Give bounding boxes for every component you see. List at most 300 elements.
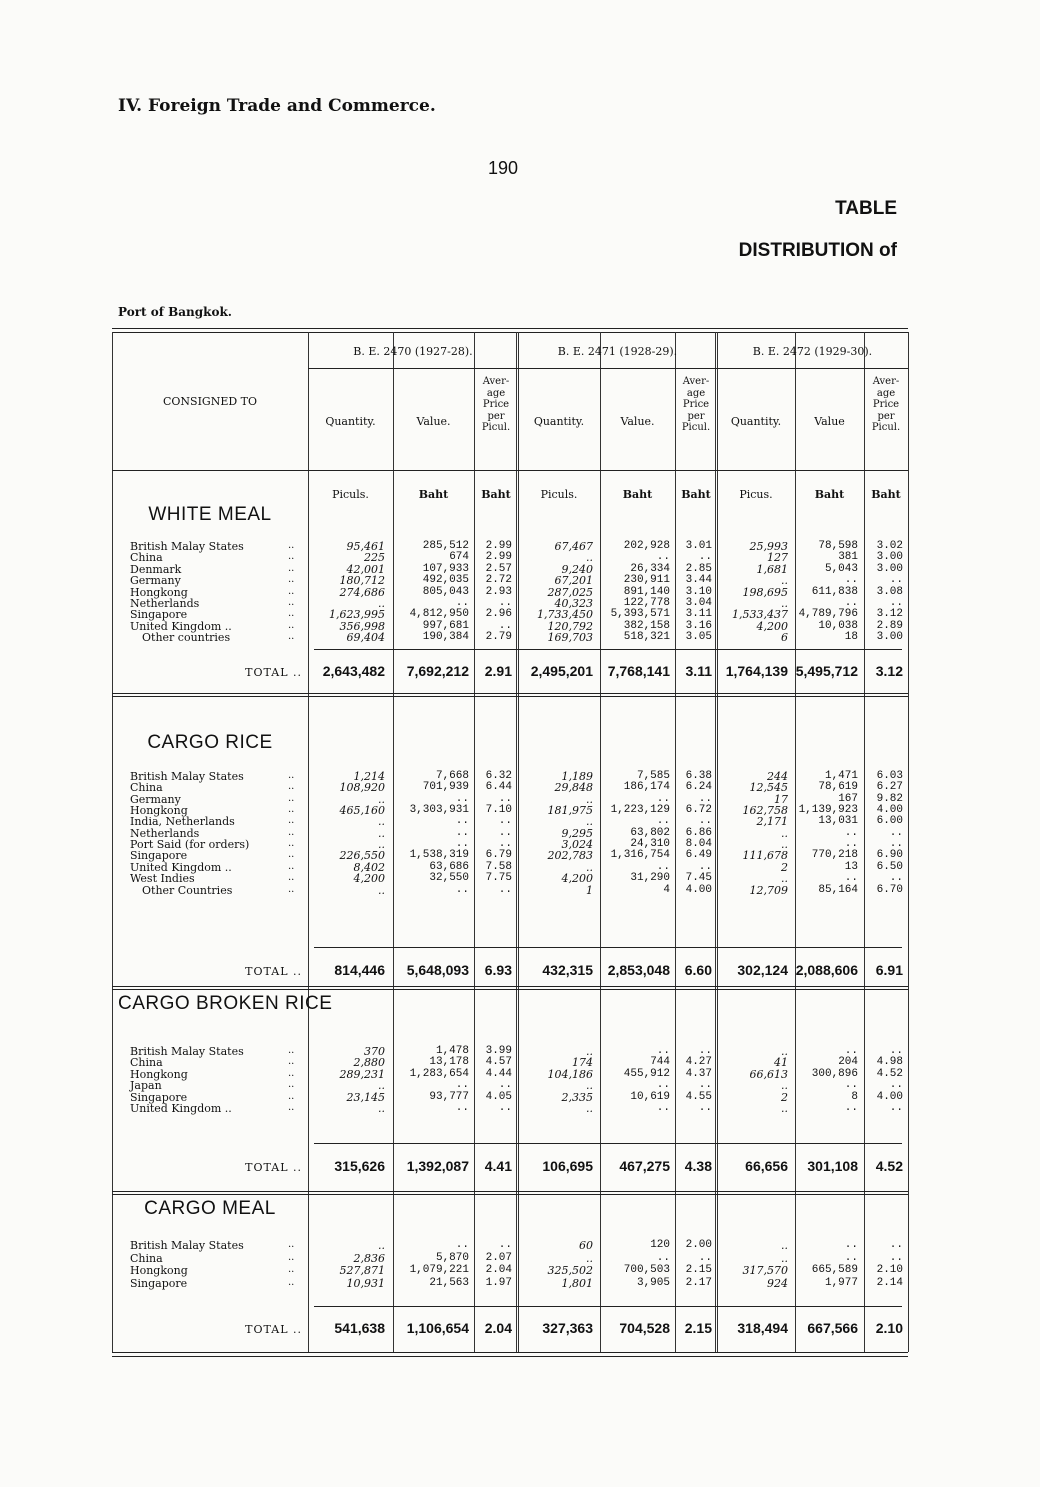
table-cell: ..: [498, 1079, 512, 1092]
table-cell: 382,158: [623, 619, 670, 632]
total-cell: 2.10: [875, 1320, 903, 1336]
column-rule: [308, 332, 309, 1352]
total-cell: 3.11: [685, 663, 712, 679]
column-header: Quantity.: [533, 415, 585, 428]
table-cell: 2.57: [485, 562, 512, 575]
table-cell: 6: [781, 631, 788, 645]
rule-line: [112, 1191, 908, 1192]
table-cell: ..: [455, 1102, 469, 1114]
total-cell: 541,638: [334, 1320, 385, 1336]
leader-dots: ..: [288, 574, 295, 586]
rule-line: [112, 332, 908, 333]
table-cell: 169,703: [547, 631, 593, 645]
leader-dots: ..: [288, 781, 295, 793]
leader-dots: ..: [288, 1045, 295, 1056]
row-label: Other Countries: [142, 883, 233, 897]
table-cell: ..: [498, 883, 512, 896]
total-cell: 7,768,141: [607, 663, 670, 679]
row-label: Hongkong: [130, 804, 188, 818]
table-cell: 111,678: [742, 849, 788, 863]
table-cell: 4,789,796: [798, 608, 858, 621]
total-cell: 2,643,482: [322, 663, 385, 679]
total-cell: 5,648,093: [406, 962, 469, 978]
table-heading: TABLE: [835, 198, 897, 219]
table-cell: 6.70: [876, 883, 903, 896]
table-cell: 7.75: [485, 872, 512, 885]
table-cell: 4.00: [876, 804, 903, 817]
table-cell: ..: [498, 826, 512, 839]
table-cell: 1,189: [561, 770, 593, 783]
total-cell: 6.91: [875, 962, 903, 978]
table-cell: ..: [378, 815, 385, 829]
total-cell: 2.15: [684, 1320, 712, 1336]
table-cell: 1: [586, 883, 593, 897]
table-cell: ..: [378, 597, 385, 610]
table-cell: 6.50: [876, 860, 903, 873]
table-cell: 518,321: [623, 631, 670, 644]
table-cell: 24,310: [630, 838, 670, 851]
table-cell: 4.44: [485, 1067, 512, 1080]
table-cell: 6.86: [685, 826, 712, 839]
leader-dots: ..: [288, 551, 295, 563]
column-header: Aver- age Price per Picul.: [681, 376, 711, 433]
row-label: British Malay States: [130, 770, 244, 783]
leader-dots: ..: [288, 804, 295, 816]
table-cell: 3.00: [876, 631, 903, 644]
row-label: Hongkong: [130, 1264, 188, 1277]
column-rule: [516, 332, 517, 1352]
rule-line: [112, 1352, 908, 1353]
leader-dots: ..: [288, 849, 295, 861]
total-cell: 704,528: [619, 1320, 670, 1336]
total-cell: 814,446: [334, 962, 385, 978]
table-cell: 3.01: [685, 540, 712, 552]
table-cell: 465,160: [339, 804, 385, 818]
table-cell: 1,801: [561, 1276, 593, 1290]
total-cell: 66,656: [745, 1158, 788, 1174]
table-cell: ..: [781, 597, 788, 610]
table-cell: ..: [889, 826, 903, 839]
total-label: TOTAL ..: [245, 666, 302, 679]
leader-dots: ..: [288, 1264, 295, 1275]
total-cell: 4.38: [684, 1158, 712, 1174]
table-cell: 1,223,129: [610, 804, 670, 817]
table-cell: 2,335: [561, 1090, 593, 1104]
table-cell: 6.72: [685, 804, 712, 817]
table-cell: ..: [498, 1239, 512, 1251]
column-header: Value: [814, 415, 845, 428]
table-cell: 6.32: [485, 770, 512, 782]
rule-line: [314, 1306, 902, 1307]
table-cell: 2.17: [685, 1276, 712, 1289]
row-label: British Malay States: [130, 1045, 244, 1058]
row-label: Singapore: [130, 608, 188, 622]
table-cell: 8: [851, 1090, 858, 1103]
leader-dots: ..: [288, 826, 295, 838]
table-cell: ..: [781, 1239, 788, 1252]
column-rule: [393, 332, 394, 1352]
table-cell: 7.58: [485, 860, 512, 873]
leader-dots: ..: [288, 1251, 295, 1263]
table-cell: 7.10: [485, 804, 512, 817]
distribution-heading: DISTRIBUTION of: [738, 240, 897, 261]
table-cell: ..: [889, 1239, 903, 1251]
table-cell: 162,758: [742, 804, 788, 818]
table-cell: 1,538,319: [409, 849, 469, 862]
table-cell: 1,316,754: [610, 849, 670, 862]
table-cell: 78,619: [818, 781, 858, 794]
table-cell: 66,613: [749, 1067, 788, 1081]
unit-header: Baht: [418, 488, 449, 501]
table-cell: 1,471: [824, 770, 858, 782]
consigned-to-header: CONSIGNED TO: [162, 395, 258, 408]
rule-line: [112, 696, 908, 697]
rule-line: [314, 649, 902, 650]
row-label: Netherlands: [130, 597, 200, 610]
table-cell: 2.15: [685, 1264, 712, 1276]
table-cell: 611,838: [811, 585, 858, 598]
table-cell: 6.79: [485, 849, 512, 862]
rule-line: [112, 1356, 908, 1357]
table-cell: 3.99: [485, 1045, 512, 1057]
table-cell: 204: [838, 1056, 858, 1069]
unit-header: Piculs.: [332, 488, 369, 501]
total-cell: 6.93: [484, 962, 512, 978]
row-label: United Kingdom ..: [130, 1102, 232, 1115]
table-cell: ..: [378, 792, 385, 806]
row-label: Singapore: [130, 1090, 188, 1104]
table-cell: 167: [838, 792, 858, 805]
table-cell: 60: [579, 1239, 593, 1252]
table-cell: 2.79: [485, 631, 512, 644]
table-cell: ..: [698, 860, 712, 873]
rule-line: [112, 693, 908, 694]
table-cell: ..: [781, 1079, 788, 1093]
table-cell: 12,545: [749, 781, 788, 795]
table-cell: ..: [498, 619, 512, 632]
rule-line: [314, 1143, 902, 1144]
table-cell: 1,533,437: [732, 608, 788, 622]
table-cell: 6.03: [876, 770, 903, 782]
table-cell: 287,025: [547, 585, 593, 599]
leader-dots: ..: [288, 540, 295, 551]
table-cell: ..: [698, 815, 712, 828]
table-cell: ..: [844, 838, 858, 851]
leader-dots: ..: [288, 770, 295, 781]
leader-dots: ..: [288, 792, 295, 804]
table-cell: 1,478: [435, 1045, 469, 1057]
leader-dots: ..: [288, 631, 295, 643]
table-cell: ..: [656, 1079, 670, 1092]
table-cell: ..: [844, 1251, 858, 1264]
table-cell: 12,709: [749, 883, 788, 897]
table-cell: 3.10: [685, 585, 712, 598]
table-cell: ..: [781, 826, 788, 840]
total-cell: 1,106,654: [406, 1320, 469, 1336]
table-cell: 1,283,654: [409, 1067, 469, 1080]
table-cell: ..: [586, 551, 593, 565]
table-cell: ..: [889, 1045, 903, 1057]
leader-dots: ..: [288, 608, 295, 620]
table-cell: ..: [844, 1102, 858, 1114]
table-cell: 492,035: [422, 574, 469, 587]
column-rule: [795, 332, 796, 1352]
rule-line: [308, 368, 908, 369]
table-cell: 4.05: [485, 1090, 512, 1103]
rule-line: [112, 1194, 908, 1195]
table-cell: 2: [781, 1090, 788, 1104]
year-header: B. E. 2471 (1928-29).: [557, 345, 678, 358]
column-rule: [715, 332, 716, 1352]
table-cell: 4.00: [685, 883, 712, 896]
table-cell: 3.00: [876, 551, 903, 564]
table-cell: 6.38: [685, 770, 712, 782]
table-cell: ..: [586, 1102, 593, 1115]
table-cell: 9,240: [561, 562, 593, 576]
section-heading: CARGO RICE: [147, 732, 273, 753]
total-label: TOTAL ..: [245, 965, 302, 978]
table-cell: 9.82: [876, 792, 903, 805]
table-cell: 2,836: [353, 1251, 385, 1265]
row-label: British Malay States: [130, 1239, 244, 1252]
table-cell: ..: [586, 1251, 593, 1265]
table-cell: ..: [844, 826, 858, 839]
table-cell: 6.49: [685, 849, 712, 862]
table-cell: 455,912: [623, 1067, 670, 1080]
table-cell: 527,871: [339, 1264, 385, 1277]
table-cell: 85,164: [818, 883, 858, 896]
table-cell: 107,933: [422, 562, 469, 575]
table-cell: ..: [586, 860, 593, 874]
leader-dots: ..: [288, 860, 295, 872]
total-cell: 2.04: [484, 1320, 512, 1336]
table-cell: ..: [586, 815, 593, 829]
column-rule: [600, 332, 601, 1352]
table-cell: 3.12: [876, 608, 903, 621]
table-cell: 10,619: [630, 1090, 670, 1103]
rule-line: [112, 328, 908, 329]
table-cell: 289,231: [339, 1067, 385, 1081]
table-cell: 5,043: [824, 562, 858, 575]
table-cell: 230,911: [623, 574, 670, 587]
row-label: Hongkong: [130, 1067, 188, 1081]
column-header: Quantity.: [730, 415, 782, 428]
column-rule: [675, 332, 676, 1352]
table-cell: ..: [698, 792, 712, 805]
leader-dots: ..: [288, 1276, 295, 1288]
table-cell: 805,043: [422, 585, 469, 598]
table-cell: 3,905: [636, 1276, 670, 1289]
total-cell: 327,363: [542, 1320, 593, 1336]
row-label: China: [130, 1056, 163, 1070]
table-cell: ..: [455, 597, 469, 609]
table-cell: ..: [498, 1102, 512, 1114]
table-cell: 7,585: [636, 770, 670, 782]
total-cell: 302,124: [737, 962, 788, 978]
row-label: China: [130, 551, 163, 565]
table-cell: 285,512: [422, 540, 469, 552]
table-cell: ..: [889, 1102, 903, 1114]
table-cell: 3.44: [685, 574, 712, 587]
section-title: IV. Foreign Trade and Commerce.: [118, 96, 436, 116]
table-cell: 370: [364, 1045, 385, 1058]
leader-dots: ..: [288, 1090, 295, 1102]
table-cell: 4.57: [485, 1056, 512, 1069]
table-cell: 174: [572, 1056, 593, 1070]
table-cell: 1,977: [824, 1276, 858, 1289]
table-cell: 225: [364, 551, 385, 565]
table-cell: ..: [889, 1251, 903, 1264]
total-cell: 4.52: [875, 1158, 903, 1174]
table-cell: 198,695: [742, 585, 788, 599]
table-cell: 40,323: [554, 597, 593, 610]
table-cell: ..: [656, 551, 670, 564]
total-cell: 2,853,048: [607, 962, 670, 978]
total-cell: 315,626: [334, 1158, 385, 1174]
table-cell: ..: [844, 1079, 858, 1092]
table-cell: 9,295: [561, 826, 593, 840]
table-cell: ..: [889, 872, 903, 885]
row-label: Hongkong: [130, 585, 188, 599]
total-cell: 2,495,201: [530, 663, 593, 679]
unit-header: Baht: [871, 488, 901, 501]
table-cell: ..: [586, 1045, 593, 1058]
table-cell: 770,218: [811, 849, 858, 862]
total-cell: 5,495,712: [795, 663, 858, 679]
row-label: British Malay States: [130, 540, 244, 553]
table-cell: 190,384: [422, 631, 469, 644]
column-rule: [908, 332, 909, 1352]
row-label: Netherlands: [130, 826, 200, 840]
table-cell: 244: [767, 770, 788, 783]
table-cell: 78,598: [818, 540, 858, 552]
year-header: B. E. 2470 (1927-28).: [353, 345, 473, 358]
table-cell: 2.00: [685, 1239, 712, 1251]
table-cell: 4.00: [876, 1090, 903, 1103]
table-cell: ..: [498, 792, 512, 805]
total-cell: 106,695: [542, 1158, 593, 1174]
table-cell: 181,975: [547, 804, 593, 818]
table-cell: ..: [889, 838, 903, 851]
table-cell: 924: [767, 1276, 788, 1290]
row-label: Germany: [130, 792, 181, 806]
table-cell: 3,024: [561, 838, 593, 852]
table-cell: ..: [455, 792, 469, 805]
column-rule: [717, 332, 718, 1352]
leader-dots: ..: [288, 1067, 295, 1079]
table-cell: 127: [767, 551, 788, 565]
table-cell: 7.45: [685, 872, 712, 885]
table-cell: 1,623,995: [329, 608, 385, 622]
rule-line: [112, 989, 908, 990]
table-cell: ..: [378, 838, 385, 852]
table-cell: 2.85: [685, 562, 712, 575]
table-cell: 1,681: [756, 562, 788, 576]
table-cell: 2,171: [756, 815, 788, 829]
table-cell: 3.02: [876, 540, 903, 552]
table-cell: 2.72: [485, 574, 512, 587]
unit-header: Baht: [481, 488, 511, 501]
table-cell: ..: [698, 1102, 712, 1114]
table-cell: ..: [889, 574, 903, 587]
table-cell: ..: [378, 1239, 385, 1252]
unit-header: Piculs.: [540, 488, 578, 501]
leader-dots: ..: [288, 1102, 295, 1113]
table-cell: ..: [781, 574, 788, 588]
total-cell: 4.41: [484, 1158, 512, 1174]
unit-header: Baht: [681, 488, 711, 501]
table-cell: 317,570: [742, 1264, 788, 1277]
table-cell: ..: [698, 1045, 712, 1057]
table-cell: 63,686: [429, 860, 469, 873]
leader-dots: ..: [288, 872, 295, 884]
table-cell: 67,201: [554, 574, 593, 588]
table-cell: 180,712: [339, 574, 385, 588]
table-cell: 1,733,450: [537, 608, 593, 622]
distribution-table: [112, 328, 908, 1352]
table-cell: 69,404: [346, 631, 385, 645]
table-cell: 1,139,923: [798, 804, 858, 817]
table-cell: 21,563: [429, 1276, 469, 1289]
table-cell: ..: [781, 1251, 788, 1265]
total-cell: 432,315: [542, 962, 593, 978]
table-cell: 700,503: [623, 1264, 670, 1276]
table-cell: 4,812,950: [409, 608, 469, 621]
table-cell: ..: [844, 1239, 858, 1251]
table-cell: 2,880: [353, 1056, 385, 1070]
table-cell: 744: [650, 1056, 670, 1069]
table-cell: ..: [844, 597, 858, 609]
column-header: Aver- age Price per Picul.: [481, 376, 511, 433]
total-cell: 1,764,139: [725, 663, 788, 679]
table-cell: 202,928: [623, 540, 670, 552]
table-cell: 93,777: [429, 1090, 469, 1103]
table-cell: 2.89: [876, 619, 903, 632]
table-cell: 325,502: [547, 1264, 593, 1277]
table-cell: ..: [455, 1239, 469, 1251]
row-label: United Kingdom ..: [130, 860, 232, 874]
unit-header: Picus.: [739, 488, 773, 501]
total-cell: 301,108: [807, 1158, 858, 1174]
table-cell: ..: [378, 1102, 385, 1115]
leader-dots: ..: [288, 815, 295, 827]
table-cell: 2.99: [485, 551, 512, 564]
table-cell: 8.04: [685, 838, 712, 851]
column-header: Aver- age Price per Picul.: [871, 376, 901, 433]
table-cell: ..: [586, 792, 593, 806]
leader-dots: ..: [288, 838, 295, 850]
total-cell: 667,566: [807, 1320, 858, 1336]
unit-header: Baht: [622, 488, 653, 501]
row-label: Singapore: [130, 1276, 188, 1290]
total-cell: 3.12: [875, 663, 903, 679]
table-cell: ..: [586, 1079, 593, 1093]
table-cell: 95,461: [346, 540, 385, 553]
table-cell: 6.27: [876, 781, 903, 794]
table-cell: ..: [378, 883, 385, 897]
row-label: China: [130, 1251, 163, 1265]
page-number: 190: [488, 158, 519, 178]
table-cell: 17: [774, 792, 788, 806]
table-cell: 4.27: [685, 1056, 712, 1069]
table-cell: 4: [663, 883, 670, 896]
section-heading: WHITE MEAL: [148, 504, 272, 525]
total-cell: 467,275: [619, 1158, 670, 1174]
total-label: TOTAL ..: [245, 1323, 302, 1336]
table-cell: 4.98: [876, 1056, 903, 1069]
column-header: Quantity.: [325, 415, 376, 428]
table-cell: 104,186: [547, 1067, 593, 1081]
